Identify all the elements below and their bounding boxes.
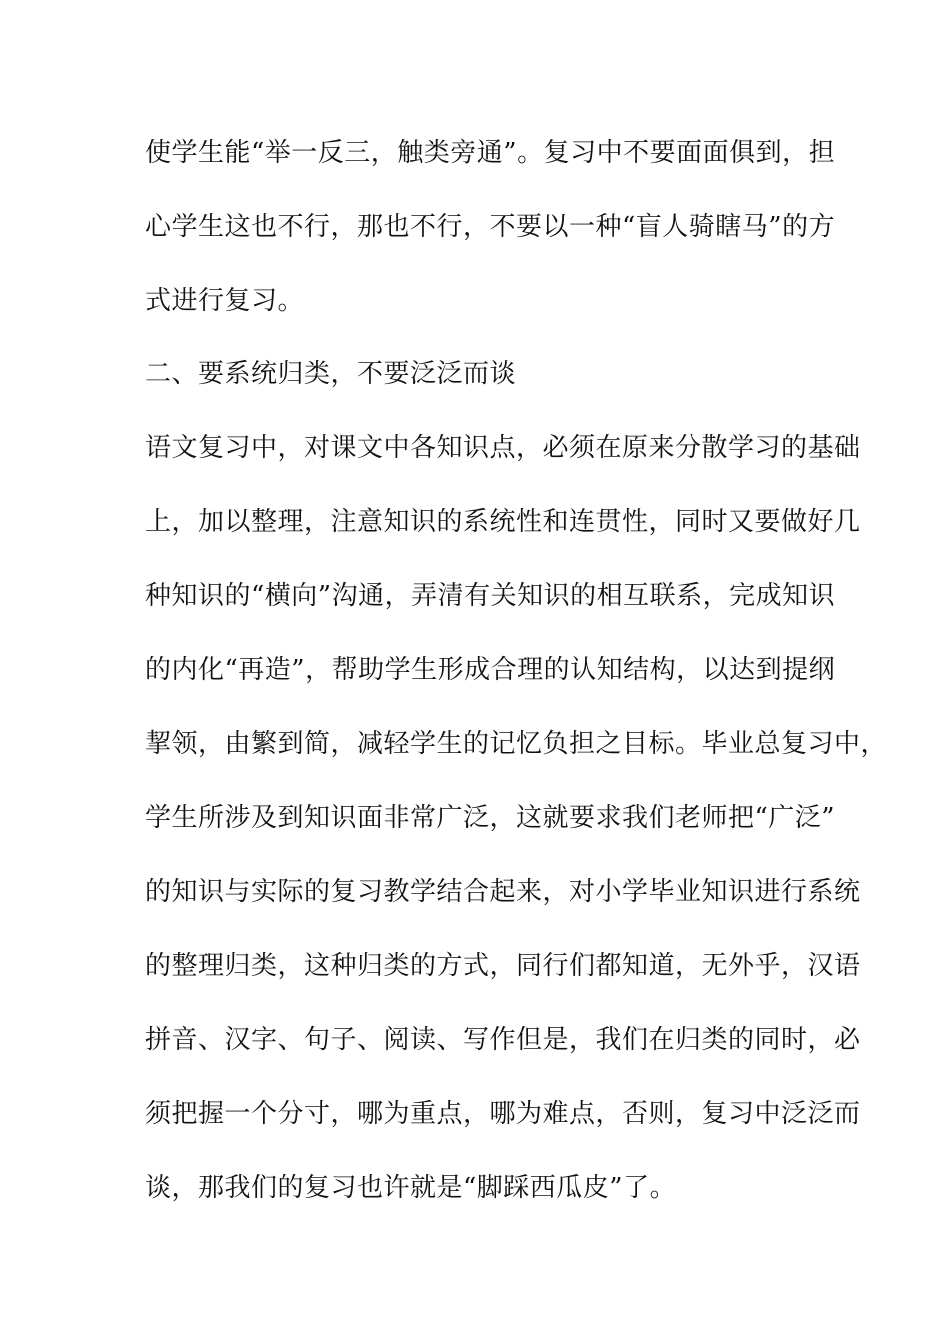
body-text-line: 须把握一个分寸，哪为重点，哪为难点，否则，复习中泛泛而 [145,1099,861,1129]
body-text-line: 心学生这也不行，那也不行，不要以一种“盲人骑瞎马”的方 [145,212,836,242]
body-text-line: 语文复习中，对课文中各知识点，必须在原来分散学习的基础 [145,433,861,463]
body-text-line: 的整理归类，这种归类的方式，同行们都知道，无外乎，汉语 [145,951,861,981]
body-text-line: 种知识的“横向”沟通，弄清有关知识的相互联系，完成知识 [145,581,836,611]
body-text-line: 的知识与实际的复习教学结合起来，对小学毕业知识进行系统 [145,877,861,907]
body-text-line: 的内化“再造”，帮助学生形成合理的认知结构，以达到提纲 [145,655,836,685]
body-text-line: 式进行复习。 [145,286,305,316]
body-text-line: 使学生能“举一反三，触类旁通”。复习中不要面面俱到，担 [145,138,836,168]
body-text-line: 谈，那我们的复习也许就是“脚踩西瓜皮”了。 [145,1173,677,1203]
body-text-line: 学生所涉及到知识面非常广泛，这就要求我们老师把“广泛” [145,803,836,833]
body-text-line: 拼音、汉字、句子、阅读、写作但是，我们在归类的同时，必 [145,1025,861,1055]
section-heading: 二、要系统归类，不要泛泛而谈 [145,359,517,389]
body-text-line: 挈领，由繁到简，减轻学生的记忆负担之目标。毕业总复习中， [145,729,888,759]
body-text-line: 上，加以整理，注意知识的系统性和连贯性，同时又要做好几 [145,507,861,537]
